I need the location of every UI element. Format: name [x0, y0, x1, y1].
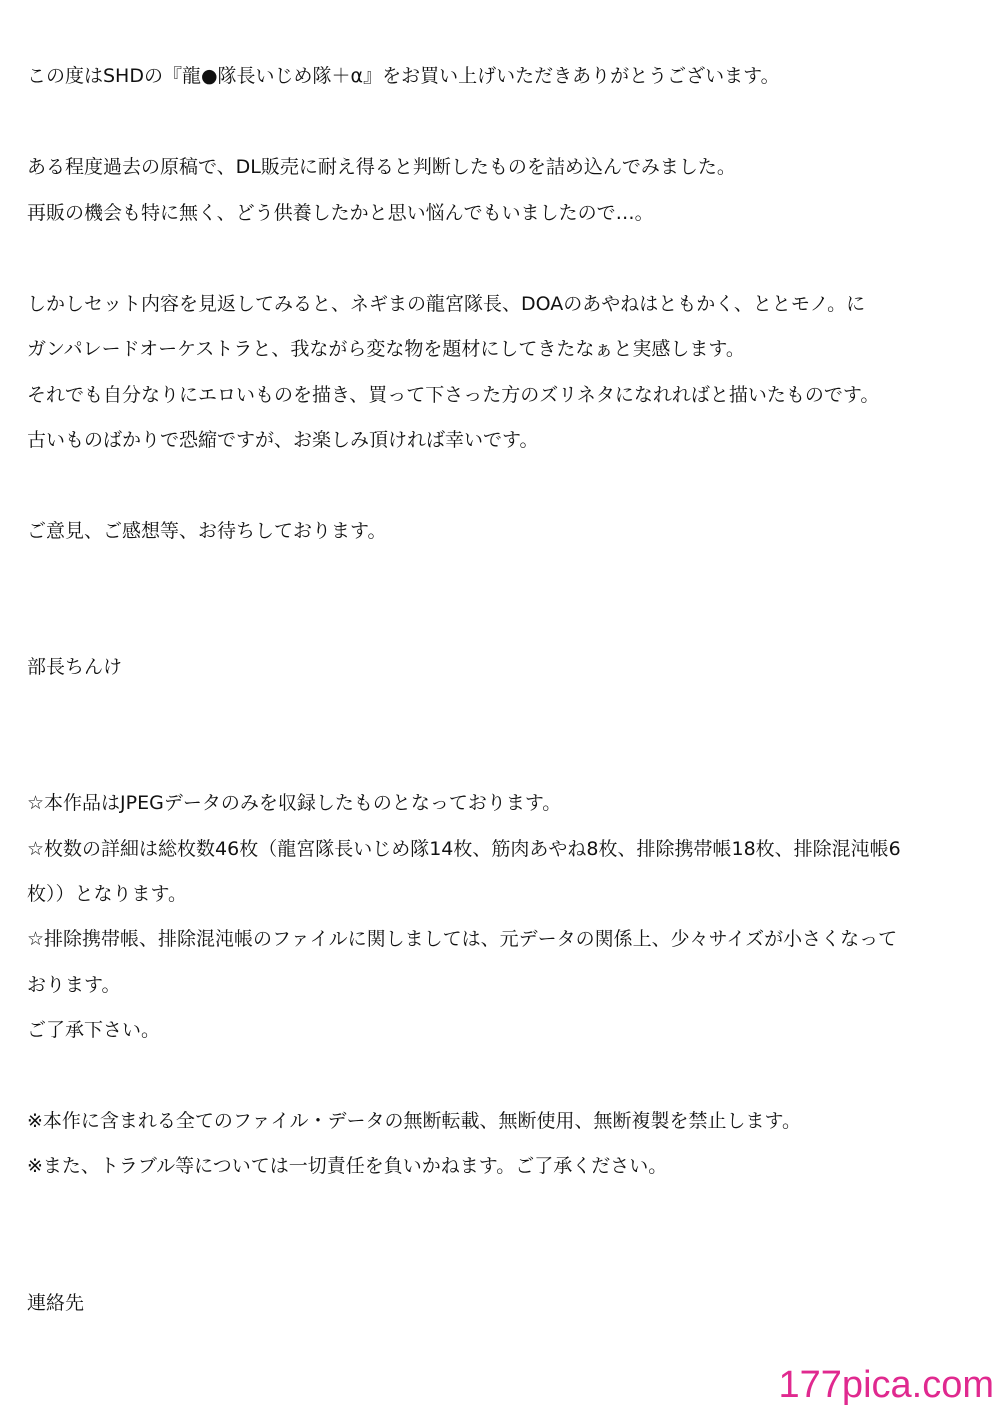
note-line: ☆排除携帯帳、排除混沌帳のファイルに関しましては、元データの関係上、少々サイズが小さくなって — [27, 928, 898, 950]
note-line: 枚））となります。 — [27, 883, 187, 905]
site-watermark: 177pica.com — [778, 1364, 994, 1406]
body-line: ガンパレードオーケストラと、我ながら変な物を題材にしてきたなぁと実感します。 — [27, 338, 745, 360]
note-line: ☆枚数の詳細は総枚数46枚（龍宮隊長いじめ隊14枚、筋肉あやね8枚、排除携帯帳18枚、排除混沌帳6 — [27, 838, 901, 860]
greeting-line: この度はSHDの『龍●隊長いじめ隊＋α』をお買い上げいただきありがとうございます。 — [27, 65, 780, 87]
body-line: 古いものばかりで恐縮ですが、お楽しみ頂ければ幸いです。 — [27, 429, 539, 451]
note-line: ご了承下さい。 — [27, 1019, 161, 1041]
author-signature: 部長ちんけ — [27, 656, 123, 678]
note-line: ☆本作品はJPEGデータのみを収録したものとなっております。 — [27, 792, 562, 814]
body-line: ご意見、ご感想等、お待ちしております。 — [27, 520, 387, 542]
body-line: ある程度過去の原稿で、DL販売に耐え得ると判断したものを詰め込んでみました。 — [27, 156, 736, 178]
body-line: しかしセット内容を見返してみると、ネギまの龍宮隊長、DOAのあやねはともかく、ととモノ。に — [27, 293, 866, 315]
contact-heading: 連絡先 — [27, 1292, 85, 1314]
notice-line: ※また、トラブル等については一切責任を負いかねます。ご了承ください。 — [27, 1155, 668, 1177]
body-line: 再販の機会も特に無く、どう供養したかと思い悩んでもいましたので…。 — [27, 202, 654, 224]
body-line: それでも自分なりにエロいものを描き、買って下さった方のズリネタになれればと描いたものです。 — [27, 384, 880, 406]
notice-line: ※本作に含まれる全てのファイル・データの無断転載、無断使用、無断複製を禁止します。 — [27, 1110, 802, 1132]
note-line: おります。 — [27, 974, 121, 996]
